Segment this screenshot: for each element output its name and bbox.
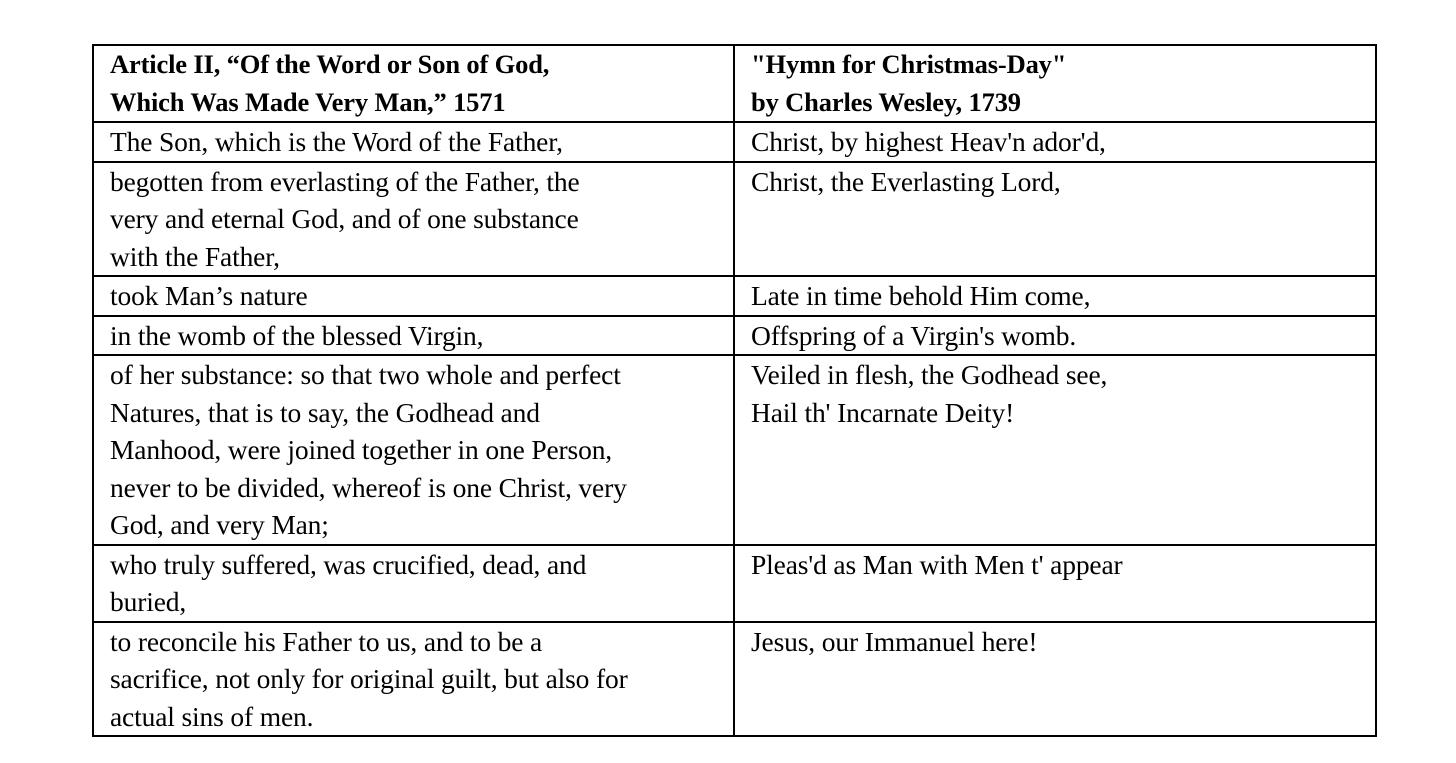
- article-cell: [93, 316, 734, 356]
- table-row: [93, 122, 1376, 162]
- article-text: took Man’s nature: [110, 280, 308, 311]
- header-right-text: "Hymn for Christmas-Day" by Charles Wesley, 1739: [751, 49, 1067, 117]
- table-row: [93, 545, 1376, 622]
- table-row: [93, 316, 1376, 356]
- hymn-text: Christ, the Everlasting Lord,: [751, 165, 1061, 197]
- article-cell: [93, 122, 734, 162]
- article-text: The Son, which is the Word of the Father,: [110, 126, 563, 157]
- table-row: [93, 162, 1376, 277]
- hymn-cell: [734, 355, 1376, 545]
- article-text: who truly suffered, was crucified, dead, and buried,: [110, 548, 587, 617]
- article-cell: [93, 162, 734, 277]
- hymn-cell: [734, 622, 1376, 737]
- hymn-text: Offspring of a Virgin's womb.: [751, 319, 1077, 351]
- article-cell: [93, 355, 734, 545]
- article-cell: [93, 545, 734, 622]
- table-row: [93, 276, 1376, 316]
- hymn-cell: [734, 162, 1376, 277]
- hymn-cell: [734, 122, 1376, 162]
- article-text: to reconcile his Father to us, and to be a sacrifice, not only for original guilt, but also for actual sins of men.: [110, 625, 628, 732]
- article-cell: [93, 622, 734, 737]
- comparison-table: [92, 44, 1377, 737]
- hymn-text: Jesus, our Immanuel here!: [751, 625, 1038, 657]
- header-article-ii: [93, 45, 734, 122]
- hymn-cell: [734, 276, 1376, 316]
- article-text: in the womb of the blessed Virgin,: [110, 319, 484, 351]
- hymn-text: Late in time behold Him come,: [751, 280, 1091, 311]
- header-hymn: [734, 45, 1376, 122]
- table-row: [93, 622, 1376, 737]
- table-header-row: [93, 45, 1376, 122]
- article-text: begotten from everlasting of the Father, the very and eternal God, and of one substance with the Father,: [110, 165, 580, 272]
- hymn-cell: [734, 545, 1376, 622]
- header-left-text: Article II, “Of the Word or Son of God, Which Was Made Very Man,” 1571: [110, 49, 550, 117]
- article-cell: [93, 276, 734, 316]
- hymn-text: Christ, by highest Heav'n ador'd,: [751, 126, 1106, 157]
- hymn-text: Pleas'd as Man with Men t' appear: [751, 548, 1123, 580]
- hymn-cell: [734, 316, 1376, 356]
- table-row: [93, 355, 1376, 545]
- hymn-text: Veiled in flesh, the Godhead see, Hail th' Incarnate Deity!: [751, 359, 1108, 428]
- article-text: of her substance: so that two whole and perfect Natures, that is to say, the Godhead and Manhood, were joined together in one Person, never to be divided, whereof is one Christ, very God, and very Man;: [110, 359, 627, 540]
